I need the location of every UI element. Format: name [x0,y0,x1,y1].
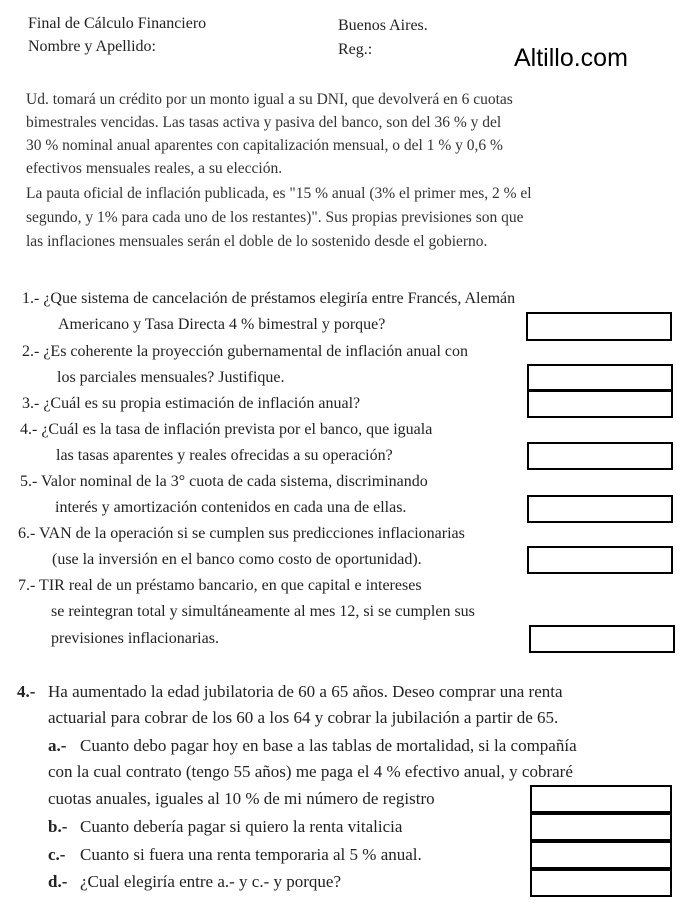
answer-box-4c[interactable] [530,841,672,869]
question-1-cont: Americano y Tasa Directa 4 % bimestral y porque? [58,316,386,333]
question-6-cont: (use la inversión en el banco como costo de oportunidad). [52,551,422,568]
item-d-label: d.- [48,872,68,891]
question-4-cont: las tasas aparentes y reales ofrecidas a su operación? [56,447,393,464]
question-5: 5.- Valor nominal de la 3° cuota de cada sistema, discriminando [20,473,428,490]
intro-line: La pauta oficial de inflación publicada, es "15 % anual (3% el primer mes, 2 % el [26,185,532,202]
exam-title: Final de Cálculo Financiero [28,15,207,32]
question-6: 6.- VAN de la operación si se cumplen sus predicciones inflacionarias [18,525,465,542]
answer-box-7[interactable] [529,625,675,653]
question-7: 7.- TIR real de un préstamo bancario, en que capital e intereses [18,577,422,594]
question-7-cont: se reintegran total y simultáneamente al mes 12, si se cumplen sus [51,603,475,620]
answer-box-4a[interactable] [530,785,672,813]
section-4-line: actuarial para cobrar de los 60 a los 64 y cobrar la jubilación a partir de 65. [48,708,559,727]
intro-line: 30 % nominal anual aparentes con capitalización mensual, o del 1 % y 0,6 % [26,137,503,154]
intro-line: efectivos mensuales reales, a su elección. [26,160,283,177]
question-5-cont: interés y amortización contenidos en cada una de ellas. [55,499,407,516]
item-c-text: Cuanto si fuera una renta temporaria al 5 % anual. [80,845,422,864]
answer-box-6[interactable] [527,546,673,574]
answer-box-5[interactable] [527,495,673,523]
question-3: 3.- ¿Cuál es su propia estimación de inflación anual? [22,395,361,412]
question-1: 1.- ¿Que sistema de cancelación de préstamos elegiría entre Francés, Alemán [22,290,516,307]
item-a-text: Cuanto debo pagar hoy en base a las tablas de mortalidad, si la compañía [80,736,577,755]
question-7-cont: previsiones inflacionarias. [51,630,219,647]
item-a-text-cont: con la cual contrato (tengo 55 años) me paga el 4 % efectivo anual, y cobraré [48,762,573,781]
intro-line: segundo, y 1% para cada uno de los restantes)". Sus propias previsiones son que [26,209,524,226]
intro-line: las inflaciones mensuales serán el doble de lo sostenido desde el gobierno. [26,233,488,250]
answer-box-2[interactable] [527,364,673,391]
city: Buenos Aires. [338,17,428,34]
question-4: 4.- ¿Cuál es la tasa de inflación prevista por el banco, que iguala [20,421,433,438]
answer-box-4b[interactable] [530,813,672,841]
question-2-cont: los parciales mensuales? Justifique. [57,369,285,386]
answer-box-1[interactable] [526,312,672,341]
intro-line: bimestrales vencidas. Las tasas activa y pasiva del banco, son del 36 % y del [26,114,502,131]
watermark-logo: Altillo.com [514,44,628,72]
item-d-text: ¿Cual elegiría entre a.- y c.- y porque? [80,872,342,891]
section-4-number: 4.- [17,682,36,701]
section-4-line: Ha aumentado la edad jubilatoria de 60 a 65 años. Deseo comprar una renta [48,682,563,701]
item-a-label: a.- [48,736,67,755]
reg-label: Reg.: [338,41,373,58]
answer-box-4[interactable] [527,442,673,470]
item-b-label: b.- [48,817,68,836]
name-label: Nombre y Apellido: [28,38,156,55]
item-c-label: c.- [48,845,66,864]
item-b-text: Cuanto debería pagar si quiero la renta vitalicia [80,817,403,836]
answer-box-4d[interactable] [530,869,672,897]
item-a-text-cont: cuotas anuales, iguales al 10 % de mi número de registro [48,789,435,808]
question-2: 2.- ¿Es coherente la proyección gubernamental de inflación anual con [22,343,469,360]
answer-box-3[interactable] [527,390,673,418]
intro-line: Ud. tomará un crédito por un monto igual a su DNI, que devolverá en 6 cuotas [26,91,513,108]
